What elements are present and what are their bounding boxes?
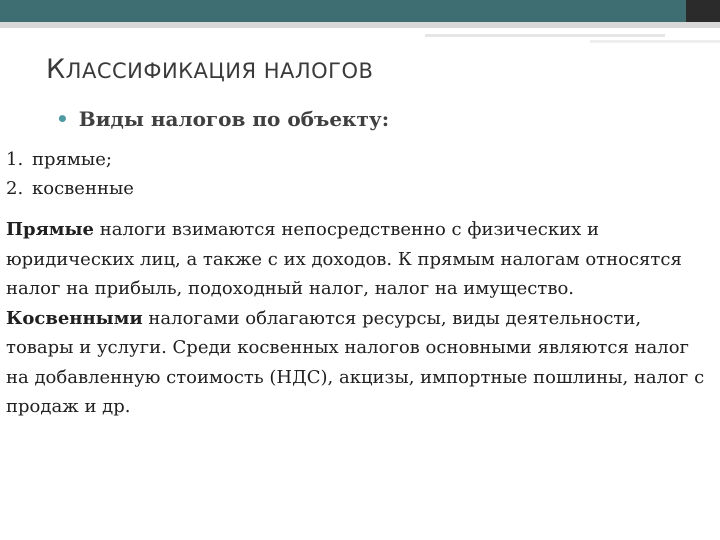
header-corner-block — [686, 0, 720, 22]
list-text: косвенные — [32, 178, 134, 199]
paragraph-text-2: налогами облагаются ресурсы, виды деятельности, товары и услуги. Среди косвенных налогов основными являются налог на добавленную стоимость (НДС), акцизы, импортные пошлины, налог с продаж и др. — [6, 307, 705, 417]
list-item — [6, 174, 134, 203]
header-underline — [0, 22, 720, 28]
numbered-list — [6, 145, 134, 203]
list-number: 1. — [6, 149, 24, 170]
decorative-line — [425, 34, 665, 37]
bullet-item — [56, 107, 389, 131]
bullet-text: Виды налогов по объекту: — [78, 107, 390, 131]
body-paragraph — [6, 215, 711, 422]
term-indirect: Косвенными — [6, 307, 143, 329]
list-number: 2. — [6, 178, 24, 199]
decorative-line — [590, 40, 720, 43]
title-rest: ЛАССИФИКАЦИЯ НАЛОГОВ — [65, 59, 374, 83]
header-bar — [0, 0, 720, 22]
slide-title — [46, 54, 373, 85]
title-first-letter: К — [46, 54, 66, 85]
bullet-dot-icon: • — [56, 107, 69, 131]
list-text: прямые; — [32, 149, 112, 170]
term-direct: Прямые — [6, 219, 95, 240]
list-item — [6, 145, 134, 174]
paragraph-text-1: налоги взимаются непосредственно с физических и юридических лиц, а также с их доходов. К прямым налогам относятся налог на прибыль, подоходный налог, налог на имущество. — [6, 219, 682, 299]
